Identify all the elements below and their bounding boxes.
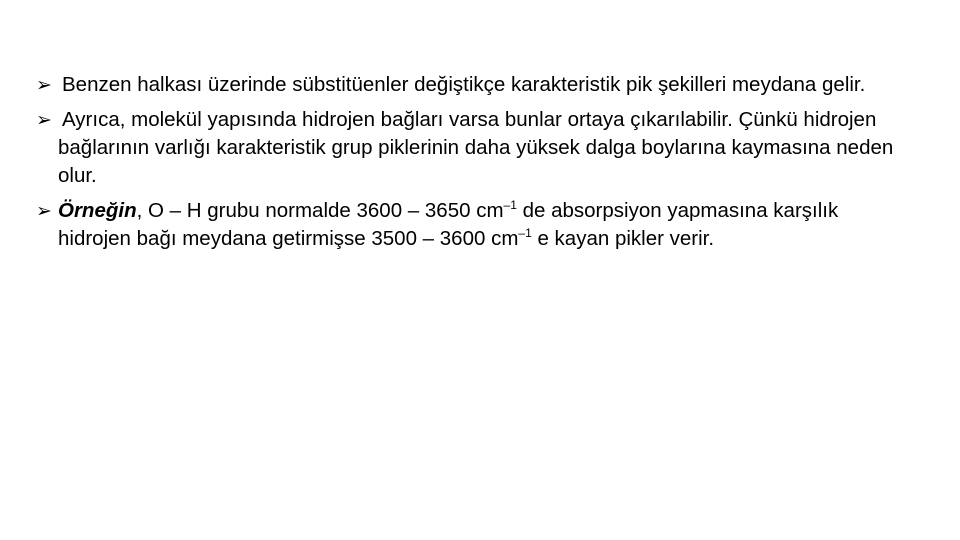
bullet-text: Benzen halkası üzerinde sübstitüenler değiştikçe karakteristik pik şekilleri meydana gelir. bbox=[62, 73, 866, 96]
arrow-bullet-icon: ➢ bbox=[36, 109, 52, 131]
bullet-item-example bbox=[36, 197, 916, 253]
superscript-exponent: –1 bbox=[518, 226, 532, 240]
example-text-part-2: de absorpsiyon yapmasına karşılık hidrojen bağı meydana getirmişse 3500 – 3600 cm bbox=[58, 199, 839, 250]
arrow-bullet-icon: ➢ bbox=[36, 74, 52, 96]
bullet-text: Ayrıca, molekül yapısında hidrojen bağları varsa bunlar ortaya çıkarılabilir. Çünkü hidrojen bağlarının varlığı karakteristik grup piklerinin daha yüksek dalga boylarına kaymasına neden olur. bbox=[58, 108, 894, 187]
example-text-part-3: e kayan pikler verir. bbox=[531, 227, 715, 250]
bullet-list bbox=[36, 71, 916, 260]
bullet-item-substituents bbox=[36, 71, 916, 99]
example-text-part-1: , O – H grubu normalde 3600 – 3650 cm bbox=[136, 199, 504, 222]
arrow-bullet-icon: ➢ bbox=[36, 200, 52, 222]
bullet-item-hydrogen-bonds bbox=[36, 106, 916, 190]
example-emphasis: Örneğin bbox=[58, 199, 137, 222]
superscript-exponent: –1 bbox=[503, 198, 517, 212]
